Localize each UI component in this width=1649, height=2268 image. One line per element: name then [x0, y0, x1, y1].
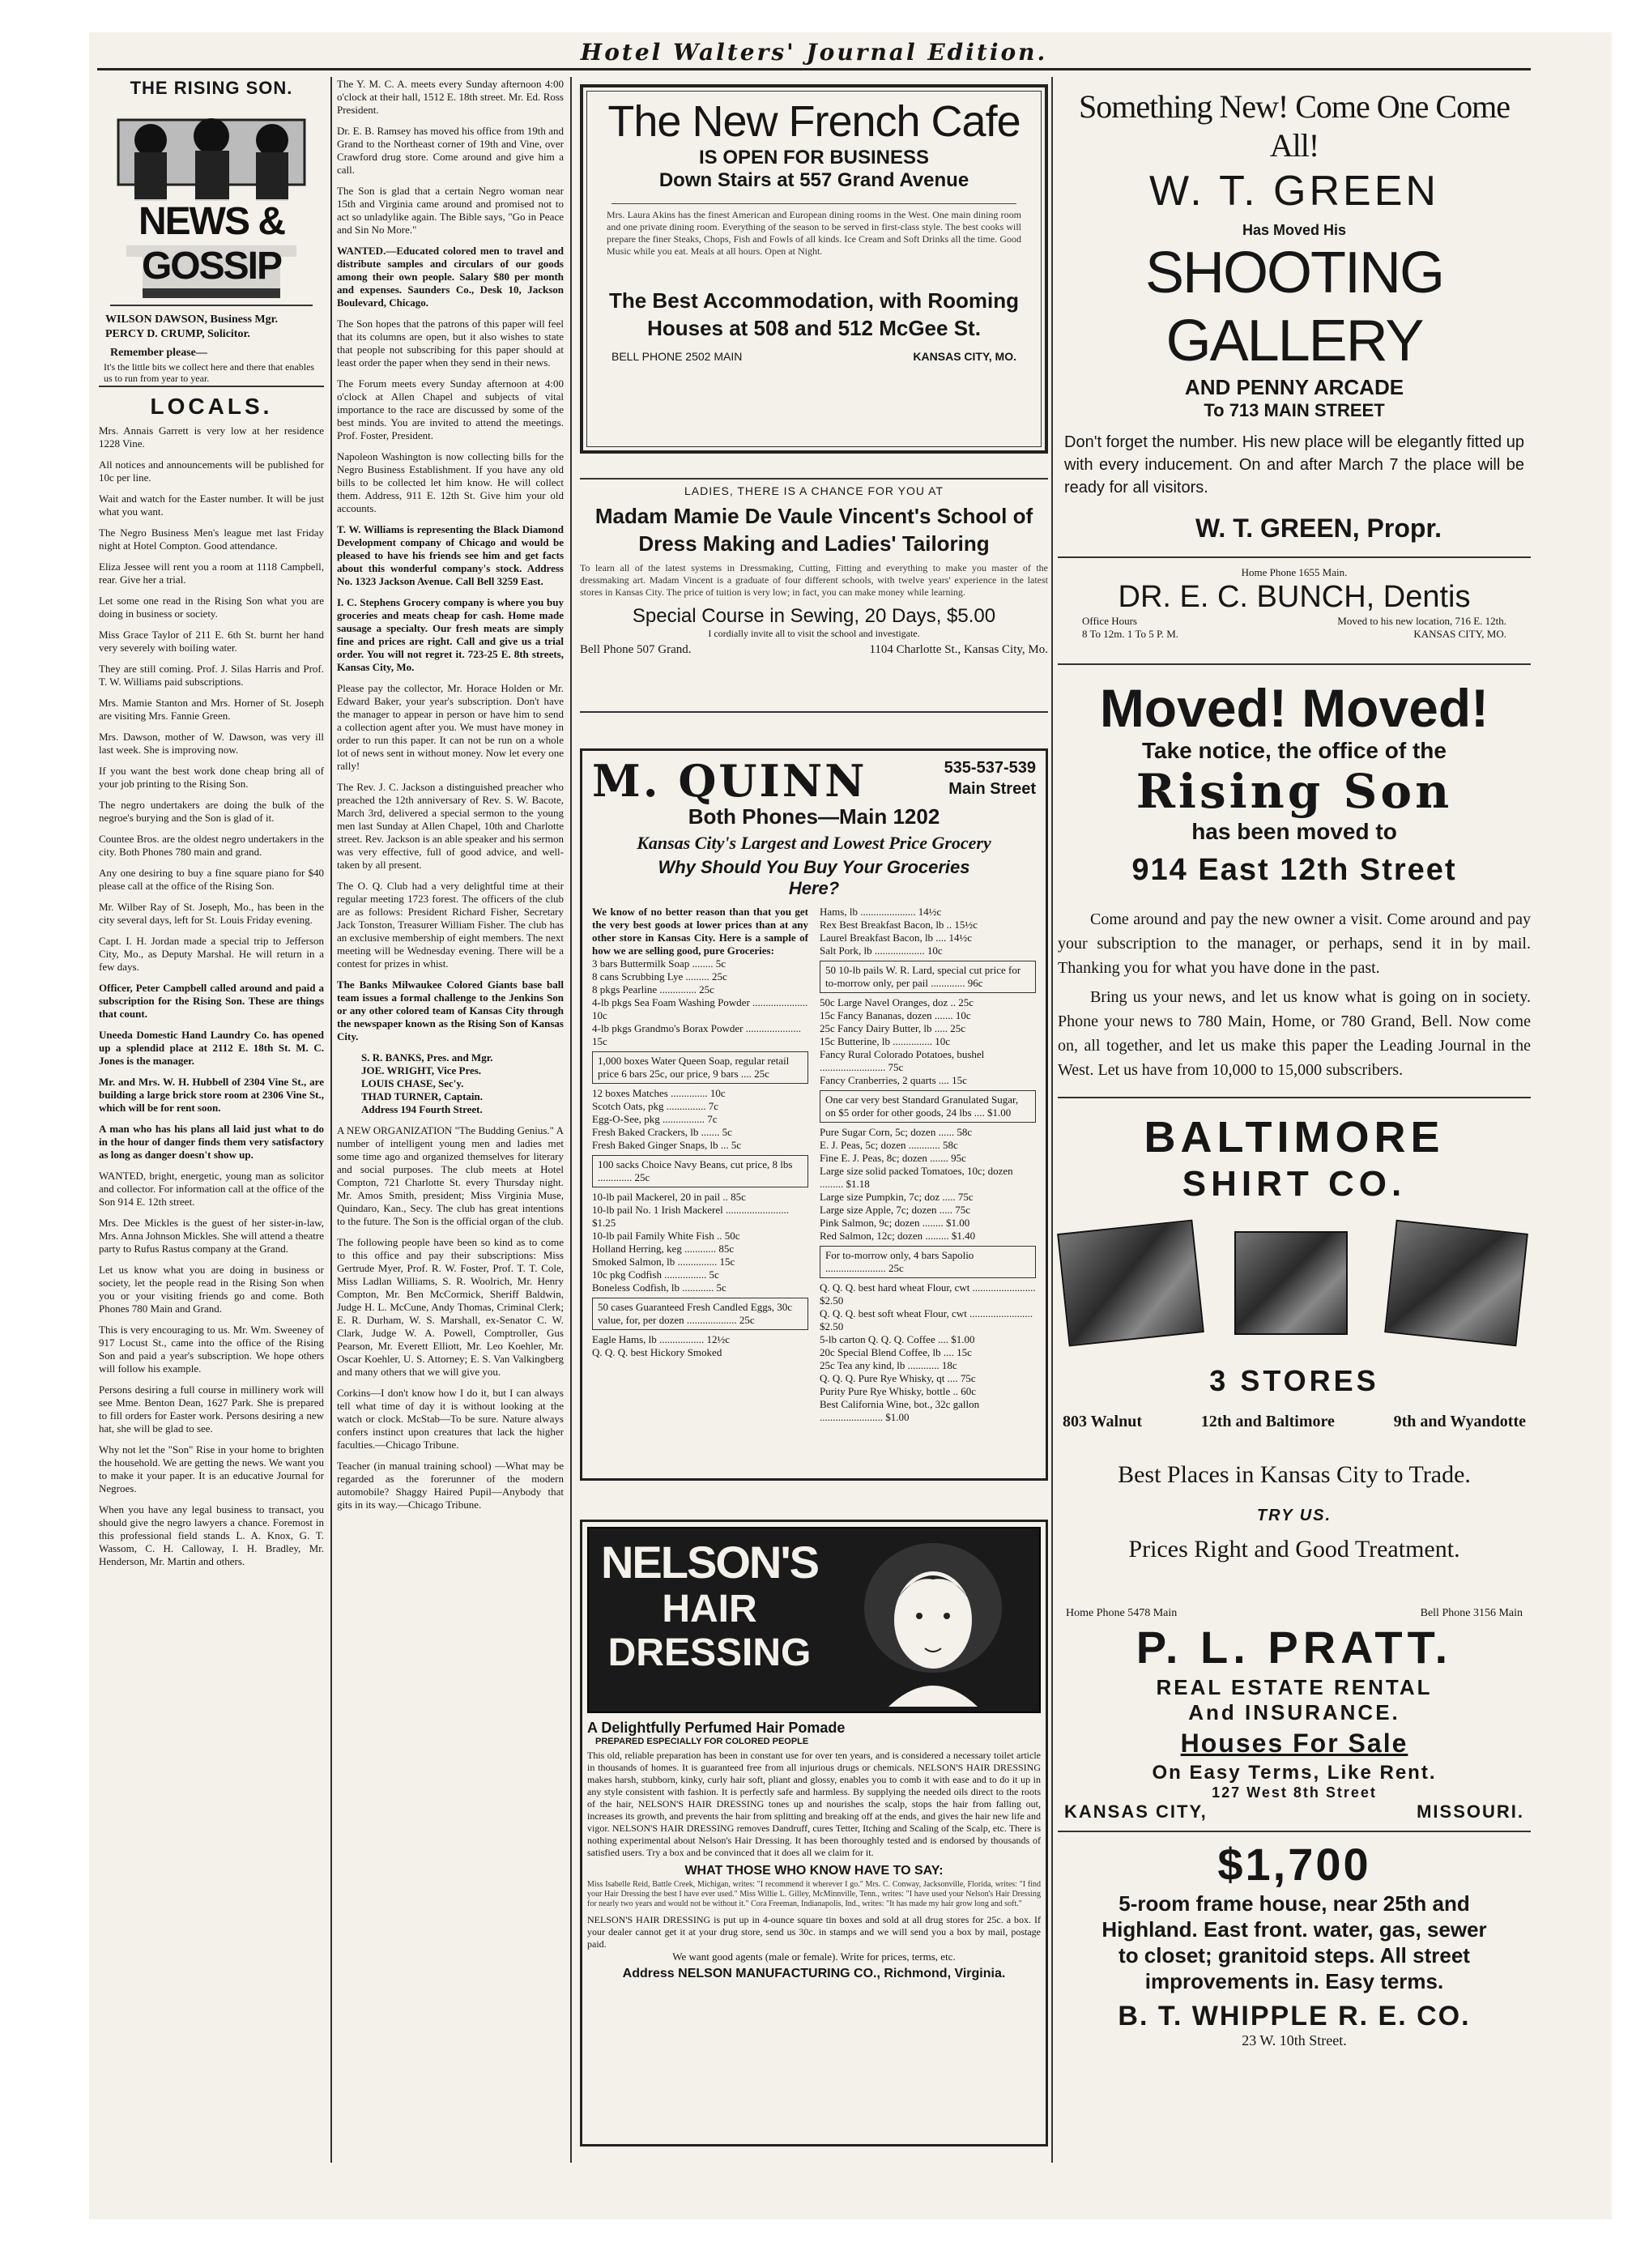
green-sig: W. T. GREEN, Propr.	[1195, 514, 1442, 543]
news-item: The Son is glad that a certain Negro woman near 15th and Virginia came around and promised not to act so unladylike again. The Bible says, "Go in Peace and Sin No More."	[337, 185, 564, 236]
local-item: Mr. and Mrs. W. H. Hubbell of 2304 Vine St., are building a large brick store room at 2306 Vine St., which will be for rent soon.	[99, 1076, 324, 1114]
grocery-item: Fancy Cranberries, 2 quarts .... 15c	[820, 1074, 967, 1086]
office-moved-ad	[1058, 678, 1531, 1082]
green-gallery: SHOOTING GALLERY	[1144, 241, 1443, 373]
local-item: Uneeda Domestic Hand Laundry Co. has opened up a splendid place at 2112 E. 18th St. M. C. Jones is the manager.	[99, 1029, 324, 1067]
local-item: A man who has his plans all laid just what to do in the hour of danger finds them very satisfactory as long as danger doesn't show up.	[99, 1123, 324, 1161]
grocery-item: Q. Q. Q. best Hickory Smoked	[592, 1346, 722, 1358]
masthead: Hotel Walters' Journal Edition.	[580, 39, 1048, 66]
remember-text: It's the little bits we collect here and there that enables us to run from year to year.	[99, 360, 324, 387]
news-item: A NEW ORGANIZATION "The Budding Genius." A number of intelligent young men and ladies met some time ago and organized themselves for literary and social purposes. The club meets at Hotel Compton, 721 Charlotte St. every Thursday night. Mr. Amos Smith, president; Miss Virginia Muse, Quindaro, Kan., Secy. The club has great intentions to the future. The Son is the official organ of the club.	[337, 1124, 564, 1227]
column-divider	[570, 77, 572, 2163]
quinn-why: Why Should You Buy Your Groceries Here?	[658, 857, 970, 898]
grocery-special: 50 10-lb pails W. R. Lard, special cut price for to-morrow only, per pail ............. 96c	[820, 961, 1036, 993]
cafe-accommodation: The Best Accommodation, with Rooming Houses at 508 and 512 McGee St.	[608, 288, 1020, 340]
pratt-line4: On Easy Terms, Like Rent.	[1152, 1762, 1437, 1784]
local-item: Miss Grace Taylor of 211 E. 6th St. burnt her hand very severely with boiling water.	[99, 629, 324, 654]
news-item: The Y. M. C. A. meets every Sunday afternoon 4:00 o'clock at their hall, 1512 E. 18th street. Mr. Ed. Ross President.	[337, 78, 564, 116]
local-item: The negro undertakers are doing the bulk of the negroe's burying and the Son is glad of it.	[99, 799, 324, 824]
news-item: Teacher (in manual training school) —What may be regarded as the forerunner of the modern automobile? Shaggy Haired Pupil—Anybody that gits in its way.—Chicago Tribune.	[337, 1460, 564, 1511]
quinn-address: 535-537-539 Main Street	[944, 759, 1036, 798]
nelsons-hair: HAIR	[662, 1588, 757, 1631]
green-arcade: AND PENNY ARCADE	[1184, 375, 1404, 399]
grocery-item: Pure Sugar Corn, 5c; dozen ...... 58c	[820, 1126, 973, 1138]
grocery-item: Fine E. J. Peas, 8c; dozen ....... 95c	[820, 1152, 966, 1164]
vincent-special: Special Course in Sewing, 20 Days, $5.00	[632, 605, 996, 627]
news-item: Dr. E. B. Ramsey has moved his office from 19th and Grand to the Northeast corner of 19th and Vine, over Crawford drug store. Come around and give him a call.	[337, 125, 564, 176]
grocery-item: 4-lb pkgs Sea Foam Washing Powder ..................... 10c	[592, 996, 808, 1021]
grocery-item: Boneless Codfish, lb ............ 5c	[592, 1281, 726, 1294]
local-item: All notices and announcements will be published for 10c per line.	[99, 458, 324, 484]
whipple-real-estate-ad	[1058, 1839, 1531, 2049]
pratt-line2: And INSURANCE.	[1188, 1700, 1400, 1724]
grocery-item: Q. Q. Q. best hard wheat Flour, cwt ........................ $2.50	[820, 1281, 1036, 1307]
remember-title: Remember please—	[110, 347, 207, 359]
baltimore-line2: SHIRT CO.	[1182, 1164, 1407, 1204]
local-item: Officer, Peter Campbell called around and paid a subscription for the Rising Son. These are things that count.	[99, 982, 324, 1020]
store-photo	[1057, 1220, 1204, 1347]
vincent-title: Madam Mamie De Vaule Vincent's School of Dress Making and Ladies' Tailoring	[594, 504, 1033, 556]
grocery-item: Best California Wine, bot., 32c gallon ........................ $1.00	[820, 1398, 980, 1423]
local-item: Persons desiring a full course in millinery work will see Mme. Benton Dean, 1627 Park. She is prepared to fill orders for Easter work. Persons desiring a new hat, she will be glad to see.	[99, 1383, 324, 1435]
nelsons-hair-dressing-ad	[580, 1520, 1048, 2146]
dentist-ad	[1058, 566, 1531, 663]
grocery-special: 100 sacks Choice Navy Beans, cut price, 8 lbs ............. 25c	[592, 1155, 808, 1187]
masthead-rule	[97, 68, 1531, 70]
grocery-item: Scotch Oats, pkg ............... 7c	[592, 1100, 718, 1112]
pratt-line1: REAL ESTATE RENTAL	[1156, 1675, 1433, 1699]
nelsons-sub2: PREPARED ESPECIALLY FOR COLORED PEOPLE	[595, 1737, 809, 1746]
signoff-line: S. R. BANKS, Pres. and Mgr.	[361, 1051, 493, 1064]
grocery-item: Red Salmon, 12c; dozen ......... $1.40	[820, 1230, 976, 1242]
green-name: W. T. GREEN	[1149, 168, 1439, 215]
cafe-title: The New French Cafe	[607, 97, 1021, 146]
grocery-item: 50c Large Navel Oranges, doz .. 25c	[820, 996, 974, 1008]
local-item: Countee Bros. are the oldest negro undertakers in the city. Both Phones 780 main and grand.	[99, 833, 324, 858]
store-photo	[1384, 1220, 1528, 1346]
news-item: The Forum meets every Sunday afternoon at 4:00 o'clock at Allen Chapel and subjects of vital importance to the race are discussed by some of the best minds. You are invited to attend the meetings. Prof. Foster, President.	[337, 377, 564, 441]
vincent-body: To learn all of the latest systems in Dressmaking, Cutting, Fitting and everything to make you master of the dressmaking art. Madam Vincent is a graduate of four different schools, with twelve years' experience in the latest stores in Kansas City. The price of tuition is very low; in fact, you can make money while learning.	[580, 562, 1048, 598]
store-location: 803 Walnut	[1063, 1413, 1142, 1430]
pratt-state: MISSOURI.	[1417, 1801, 1524, 1822]
local-item: This is very encouraging to us. Mr. Wm. Sweeney of 917 Locust St., came into the office of the Rising Son and paid a year's subscription. We hope others will follow his example.	[99, 1324, 324, 1375]
grocery-item: 10c pkg Codfish ................ 5c	[592, 1268, 719, 1281]
french-cafe-ad	[580, 84, 1048, 454]
news-gossip-logo	[110, 104, 313, 306]
pratt-bell-phone: Bell Phone 3156 Main	[1420, 1607, 1523, 1619]
grocery-item: 25c Fancy Dairy Butter, lb ..... 25c	[820, 1022, 965, 1034]
quinn-tagline: Kansas City's Largest and Lowest Price Grocery	[637, 833, 991, 853]
grocery-item: 3 bars Buttermilk Soap ........ 5c	[592, 957, 726, 970]
shooting-gallery-ad	[1058, 87, 1531, 544]
signoff-line: JOE. WRIGHT, Vice Pres.	[361, 1064, 482, 1076]
news-item: The O. Q. Club had a very delightful time at their regular meeting 1723 forest. The officers of the club are as follows: President Richard Fisher, Secretary Jack Tonston, Treasurer William Fisher. The club has an exclusive membership of eight members. The next meeting will be Wednesday evening. There will be a contest for prizes in whist.	[337, 880, 564, 970]
local-item: Any one desiring to buy a fine square piano for $40 please call at the office of the Rising Son.	[99, 867, 324, 892]
store-location: 12th and Baltimore	[1200, 1413, 1335, 1430]
vincent-address: 1104 Charlotte St., Kansas City, Mo.	[869, 643, 1048, 656]
moved-paper-name: Rising Son	[1136, 764, 1453, 819]
nelsons-title: NELSON'S	[600, 1537, 819, 1588]
vincent-phone: Bell Phone 507 Grand.	[580, 643, 692, 656]
grocery-item: Pink Salmon, 9c; dozen ........ $1.00	[820, 1217, 970, 1229]
nelsons-address: Address NELSON MANUFACTURING CO., Richmond, Virginia.	[622, 1967, 1006, 1980]
pratt-line3: Houses For Sale	[1180, 1729, 1408, 1758]
local-item: Mrs. Mamie Stanton and Mrs. Horner of St. Joseph are visiting Mrs. Fannie Green.	[99, 697, 324, 722]
baltimore-best: Best Places in Kansas City to Trade.	[1118, 1461, 1471, 1488]
local-item: Mrs. Dee Mickles is the guest of her sister-in-law, Mrs. Anna Johnson Mickles. She will attend a theatre party to Rufus Rastus company at the Grand.	[99, 1217, 325, 1255]
grocery-item: E. J. Peas, 5c; dozen ............ 58c	[820, 1139, 958, 1151]
woman-portrait-icon	[832, 1535, 1034, 1707]
grocery-item: Large size Pumpkin, 7c; doz ..... 75c	[820, 1191, 974, 1203]
dressmaking-school-ad	[580, 478, 1048, 713]
store-photo	[1234, 1231, 1348, 1335]
nelsons-banner	[587, 1527, 1041, 1713]
pratt-name: P. L. PRATT.	[1136, 1622, 1453, 1673]
grocery-item: Eagle Hams, lb ................. 12½c	[592, 1333, 731, 1345]
grocery-item: 10-lb pail Family White Fish .. 50c	[592, 1230, 740, 1242]
baltimore-line1: BALTIMORE	[1144, 1113, 1445, 1162]
grocery-item: Smoked Salmon, lb ............... 15c	[592, 1256, 735, 1268]
local-item: Eliza Jessee will rent you a room at 1118 Campbell, rear. Give her a trial.	[99, 561, 324, 586]
nelsons-testimonials: Miss Isabelle Reid, Battle Creek, Michigan, writes: "I recommend it wherever I go." Mrs. C. Conway, Jacksonville, Florida, writes: "I find your Hair Dressing the best I have ever used." Miss Willie L. Gilley, McMinnville, Tenn., writes: "I have used your Nelson's Hair Dressing for nearly two years and would not be without it." Cora Freeman, Indianapolis, Ind., writes: "It has made my hair grow long and soft."	[587, 1880, 1041, 1908]
grocery-special: 50 cases Guaranteed Fresh Candled Eggs, 30c value, for, per dozen ................... 25c	[592, 1298, 808, 1330]
green-headline: Something New! Come One Come All!	[1079, 88, 1510, 164]
green-moved: Has Moved His	[1242, 222, 1347, 238]
pratt-real-estate-ad	[1058, 1607, 1531, 1823]
grocery-item: 25c Tea any kind, lb ............ 18c	[820, 1359, 957, 1371]
grocery-item: 20c Special Blend Coffee, lb .... 15c	[820, 1346, 972, 1358]
cafe-open: IS OPEN FOR BUSINESS	[698, 147, 930, 168]
moved-p1: Come around and pay the new owner a visit. Come around and pay your subscription to the manager, or perhaps, send it in by mail. Thanking you for what you have done in the past.	[1058, 910, 1531, 977]
grocery-item: Laurel Breakfast Bacon, lb .... 14½c	[820, 932, 973, 944]
grocery-item: 5-lb carton Q. Q. Q. Coffee .... $1.00	[820, 1333, 975, 1345]
news-item: T. W. Williams is representing the Black Diamond Development company of Chicago and would be pleased to have his friends see him and get facts about this wonderful company's stock. Address No. 1323 Jackson Avenue. Call Bell 3259 East.	[337, 523, 564, 587]
grocery-item: Q. Q. Q. best soft wheat Flour, cwt ........................ $2.50	[820, 1307, 1033, 1332]
green-to: To 713 MAIN STREET	[1204, 400, 1385, 420]
local-item: The Negro Business Men's league met last Friday night at Hotel Compton. Good attendance.	[99, 526, 324, 552]
local-item: Mrs. Annais Garrett is very low at her residence 1228 Vine.	[99, 424, 324, 450]
moved-notice: Take notice, the office of the	[1142, 738, 1447, 763]
column-2	[337, 78, 564, 1520]
local-item: Let some one read in the Rising Son what you are doing in business or society.	[99, 595, 324, 620]
bunch-hours: 8 To 12m. 1 To 5 P. M.	[1082, 628, 1179, 640]
store-location: 9th and Wyandotte	[1393, 1413, 1526, 1430]
grocery-item: Egg-O-See, pkg ................ 7c	[592, 1113, 718, 1125]
news-item: Napoleon Washington is now collecting bills for the Negro Business Establishment. If you have any old bills to be collected let him know. He will collect them. Address, 911 E. 12th St. Give him your old accounts.	[337, 450, 564, 514]
news-item: Corkins—I don't know how I do it, but I can always tell what time of day it is without looking at the watch or clock. McStab—To be sure. Nature always confers instinct upon creatures that lack the higher faculties.—Chicago Tribune.	[337, 1387, 564, 1451]
quinn-phones: Both Phones—Main 1202	[688, 804, 940, 829]
news-item: Please pay the collector, Mr. Horace Holden or Mr. Edward Baker, your year's subscription. Don't have the manager to appear in person or have him to send a collection agent after you. We must have money in order to run this paper. It can not be run on a whole lot of news sent in without money. Now let every one rally!	[337, 682, 564, 772]
bunch-hours-label: Office Hours	[1082, 615, 1137, 627]
column-4	[1058, 87, 1531, 2049]
staff-line: WILSON DAWSON, Business Mgr.	[105, 313, 279, 326]
moved-p2: Bring us your news, and let us know what is going on in society. Phone your news to 780 Main, Home, or 780 Grand, Bell. Now come on, all together, and let us make this paper the Leading Journal in the West. Let us have from 10,000 to 15,000 subscribers.	[1058, 988, 1531, 1079]
news-item: The following people have been so kind as to come to this office and pay their subscriptions: Miss Gertrude Myer, Prof. R. W. Foster, Prof. T. T. Cole, Miss Ladlan Williams, S. R. Woolrich, Mr. Henry Compton, Mr. Ben McCormick, Sheriff Baldwin, Judge H. L. McCune, Andy Thomas, Criminal Clerk; E. R. Durham, W. S. Marshall, ex-Senator C. W. Clark, Judge W. A. Powell, Comptroller, Gus Pearson, Mr. Everett Elliott, Mr. Leo Koehler, Mr. Oscar Koehler, U. S. Attorney; E. S. Van Valkingberg and many others that we will give you.	[337, 1236, 564, 1378]
news-item: The Banks Milwaukee Colored Giants base ball team issues a formal challenge to the Jenkins Son or any other colored team of Kansas City through the newspaper known as the Rising Son of Kansas City.	[337, 978, 564, 1042]
grocery-item: Fresh Baked Crackers, lb ....... 5c	[592, 1126, 732, 1138]
bunch-name: DR. E. C. BUNCH, Dentis	[1118, 580, 1471, 614]
nelsons-body: This old, reliable preparation has been in constant use for over ten years, and is considered a necessary toilet article in thousands of homes. It is guaranteed free from all injurious drugs or chemicals. NELSON'S HAIR DRESSING makes harsh, stubborn, kinky, curly hair soft, pliant and glossy, enables you to comb it with ease and to do it up in any style consistent with fashion. It is perfectly safe and harmless. By supplying the needed oils direct to the roots of the hair, NELSON'S HAIR DRESSING tones up and nourishes the scalp, stops the hair from falling out, increases its growth, and prevents the hair from splitting and breaking off at the ends, and gives the hair new life and vigor. NELSON'S HAIR DRESSING removes Dandruff, cures Tetter, Itching and Scaling of the Scalp, etc. There is nothing experimental about Nelson's Hair Dressing. It has been thoroughly tested and is endorsed by thousands of satisfied users. Try a box and be convinced that it does all we claim for it.	[587, 1750, 1041, 1858]
grocery-item: 15c Butterine, lb ............... 10c	[820, 1035, 951, 1047]
local-item: Mrs. Dawson, mother of W. Dawson, was very ill last week. She is improving now.	[99, 731, 324, 756]
grocery-item: Rex Best Breakfast Bacon, lb .. 15½c	[820, 919, 978, 931]
signoff-line: Address 194 Fourth Street.	[361, 1103, 483, 1115]
signoff-line: THAD TURNER, Captain.	[361, 1090, 484, 1102]
grocery-item: Large size solid packed Tomatoes, 10c; dozen ......... $1.18	[820, 1165, 1013, 1190]
green-body: Don't forget the number. His new place will be elegantly fitted up with every inducement. On and after March 7 the place will be ready for all visitors.	[1064, 433, 1524, 497]
nelsons-agents: We want good agents (male or female). Write for prices, terms, etc.	[672, 1950, 956, 1963]
grocery-item: Hams, lb ..................... 14½c	[820, 906, 942, 918]
pratt-home-phone: Home Phone 5478 Main	[1066, 1607, 1178, 1619]
cafe-city: KANSAS CITY, MO.	[913, 350, 1016, 363]
local-item: They are still coming. Prof. J. Silas Harris and Prof. T. W. Williams paid subscriptions.	[99, 663, 324, 688]
cafe-address: Down Stairs at 557 Grand Avenue	[658, 169, 969, 191]
grocery-item: 4-lb pkgs Grandmo's Borax Powder ..................... 15c	[592, 1022, 801, 1047]
locals-title: LOCALS.	[150, 394, 273, 419]
grocery-item: 10-lb pail No. 1 Irish Mackerel ........................ $1.25	[592, 1204, 789, 1229]
nelsons-dressing: DRESSING	[607, 1631, 812, 1674]
nelsons-footer: NELSON'S HAIR DRESSING is put up in 4-ounce square tin boxes and sold at all drug stores for 25c. a box. If your dealer cannot get it at your drug store, send us 30c. in stamps and we will send you a box by mail, postage paid.	[587, 1914, 1041, 1950]
column-1	[99, 78, 324, 1576]
grocery-special: For to-morrow only, 4 bars Sapolio ....................... 25c	[820, 1246, 1036, 1278]
baltimore-prices: Prices Right and Good Treatment.	[1128, 1536, 1460, 1562]
nelsons-what: WHAT THOSE WHO KNOW HAVE TO SAY:	[684, 1864, 944, 1878]
local-item: WANTED, bright, energetic, young man as solicitor and collector. For information call at the office of the Son 914 E. 12th street.	[99, 1170, 324, 1208]
news-item: WANTED.—Educated colored men to travel and distribute samples and circulars of our goods among their own people. Salary $80 per month and expenses. Saunders Co., Desk 10, Jackson Boulevard, Chicago.	[337, 245, 564, 309]
vincent-kicker: LADIES, THERE IS A CHANCE FOR YOU AT	[684, 484, 944, 497]
signoff-line: LOUIS CHASE, Sec'y.	[361, 1077, 464, 1089]
grocery-item: Fresh Baked Ginger Snaps, lb ... 5c	[592, 1139, 742, 1151]
bunch-moved: Moved to his new location, 716 E. 12th.	[1337, 615, 1506, 627]
news-item: The Son hopes that the patrons of this paper will feel that its columns are open, but it also wishes to state that people not subscribing for this paper should at least order the paper when they send in their news.	[337, 318, 564, 369]
whipple-name: B. T. WHIPPLE R. E. CO.	[1118, 2001, 1471, 2031]
cafe-body: Mrs. Laura Akins has the finest American and European dining rooms in the West. One main dining room and one private dining room. Everything of the season to be served in first-class style. The best cooks will prepare the finer Steaks, Chops, Fish and Fowls of all kinds. Ice Cream and Soft Drinks all the time. Good Music while you eat. Meals at all hours. Open at Night.	[607, 209, 1021, 257]
vincent-invite: I cordially invite all to visit the school and investigate.	[708, 628, 920, 639]
grocery-item: 15c Fancy Bananas, dozen ....... 10c	[820, 1009, 971, 1021]
grocery-special: One car very best Standard Granulated Sugar, on $5 order for other goods, 24 lbs .... $1.00	[820, 1090, 1036, 1123]
rising-son-title: THE RISING SON.	[130, 78, 293, 98]
grocery-item: Q. Q. Q. Pure Rye Whisky, qt .... 75c	[820, 1372, 976, 1384]
moved-has: has been moved to	[1191, 819, 1397, 844]
nelsons-sub: A Delightfully Perfumed Hair Pomade	[587, 1720, 846, 1736]
grocery-item: 10-lb pail Mackerel, 20 in pail .. 85c	[592, 1191, 746, 1203]
column-divider	[1051, 77, 1053, 2163]
moved-address: 914 East 12th Street	[1131, 853, 1457, 887]
grocery-item: Large size Apple, 7c; dozen ..... 75c	[820, 1204, 971, 1216]
grocery-special: 1,000 boxes Water Queen Soap, regular retail price 6 bars 25c, our price, 9 bars .... 25c	[592, 1051, 808, 1084]
column-divider	[330, 77, 332, 2163]
bunch-city: KANSAS CITY, MO.	[1413, 628, 1506, 640]
local-item: When you have any legal business to transact, you should give the negro lawyers a chance. Foremost in this professional field stands L. A. Knox, G. T. Wassom, C. H. Calloway, I. H. Bradley, Mr. Henderson, Mr. Martin and others.	[99, 1503, 324, 1567]
whipple-price: $1,700	[1217, 1839, 1371, 1890]
quinn-grocery-ad	[580, 748, 1048, 1481]
news-item: I. C. Stephens Grocery company is where you buy groceries and meats cheap for cash. Home made sausage a specialty. Our fresh meats are simply fine and prices are right. Call and give us a trial order. You will not regret it. 723-25 E. 8th streets, Kansas City, Mo.	[337, 596, 564, 673]
baltimore-stores: 3 STORES	[1209, 1364, 1379, 1397]
grocery-item: Fancy Rural Colorado Potatoes, bushel ......................... 75c	[820, 1048, 985, 1073]
quinn-name: M. QUINN	[592, 755, 867, 807]
grocery-item: 12 boxes Matches .............. 10c	[592, 1087, 726, 1099]
grocery-item: 8 pkgs Pearline .............. 25c	[592, 983, 714, 995]
local-item: Let us know what you are doing in business or society, let the people read in the Rising Son when you or your visiting friends go and come. Both Phones 780 Main and Grand.	[99, 1264, 324, 1315]
cafe-phone: BELL PHONE 2502 MAIN	[611, 350, 743, 363]
staff-line: PERCY D. CRUMP, Solicitor.	[105, 328, 250, 340]
whipple-desc: 5-room frame house, near 25th and Highland. East front. water, gas, sewer to closet; granitoid steps. All street improvements in. Easy terms.	[1101, 1891, 1487, 1993]
local-item: Wait and watch for the Easter number. It will be just what you want.	[99, 492, 324, 518]
baltimore-try: TRY US.	[1256, 1507, 1332, 1524]
grocery-item: Salt Pork, lb ................... 10c	[820, 944, 943, 957]
news-item: The Rev. J. C. Jackson a distinguished preacher who preached the 12th anniversary of Rev. S. W. Bacote, March 3rd, delivered a special sermon to the young men last Sunday at Allen Chapel, 10th and Charlotte street. Rev. Jackson is an able speaker and his sermon was very effective, full of good advice, and well-taken by all present.	[337, 781, 564, 871]
logo-text: NEWS & GOSSIP	[110, 199, 313, 288]
pratt-address: 127 West 8th Street	[1212, 1784, 1377, 1801]
local-item: Why not let the "Son" Rise in your home to brighten the household. We are getting the news. We want you to make it your paper. It is an educative Journal for Negroes.	[99, 1443, 324, 1494]
baltimore-shirt-ad	[1058, 1113, 1531, 1607]
quinn-intro: We know of no better reason than that you get the very best goods at lower prices than at any other store in Kansas City. Here is a sample of how we are selling good, pure Groceries:	[592, 906, 808, 957]
grocery-item: 8 cans Scrubbing Lye ......... 25c	[592, 970, 727, 983]
local-item: If you want the best work done cheap bring all of your job printing to the Rising Son.	[99, 765, 324, 790]
local-item: Mr. Wilber Ray of St. Joseph, Mo., has been in the city several days, left for St. Louis Friday evening.	[99, 901, 324, 926]
grocery-item: Holland Herring, keg ............ 85c	[592, 1243, 735, 1255]
bunch-phone: Home Phone 1655 Main.	[1241, 566, 1348, 578]
local-item: Capt. I. H. Jordan made a special trip to Jefferson City, Mo., as Deputy Marshal. He will return in a few days.	[99, 935, 324, 973]
whipple-address: 23 W. 10th Street.	[1242, 2032, 1347, 2048]
pratt-city: KANSAS CITY,	[1064, 1801, 1208, 1822]
moved-headline: Moved! Moved!	[1099, 678, 1489, 738]
grocery-item: Purity Pure Rye Whisky, bottle .. 60c	[820, 1385, 977, 1397]
